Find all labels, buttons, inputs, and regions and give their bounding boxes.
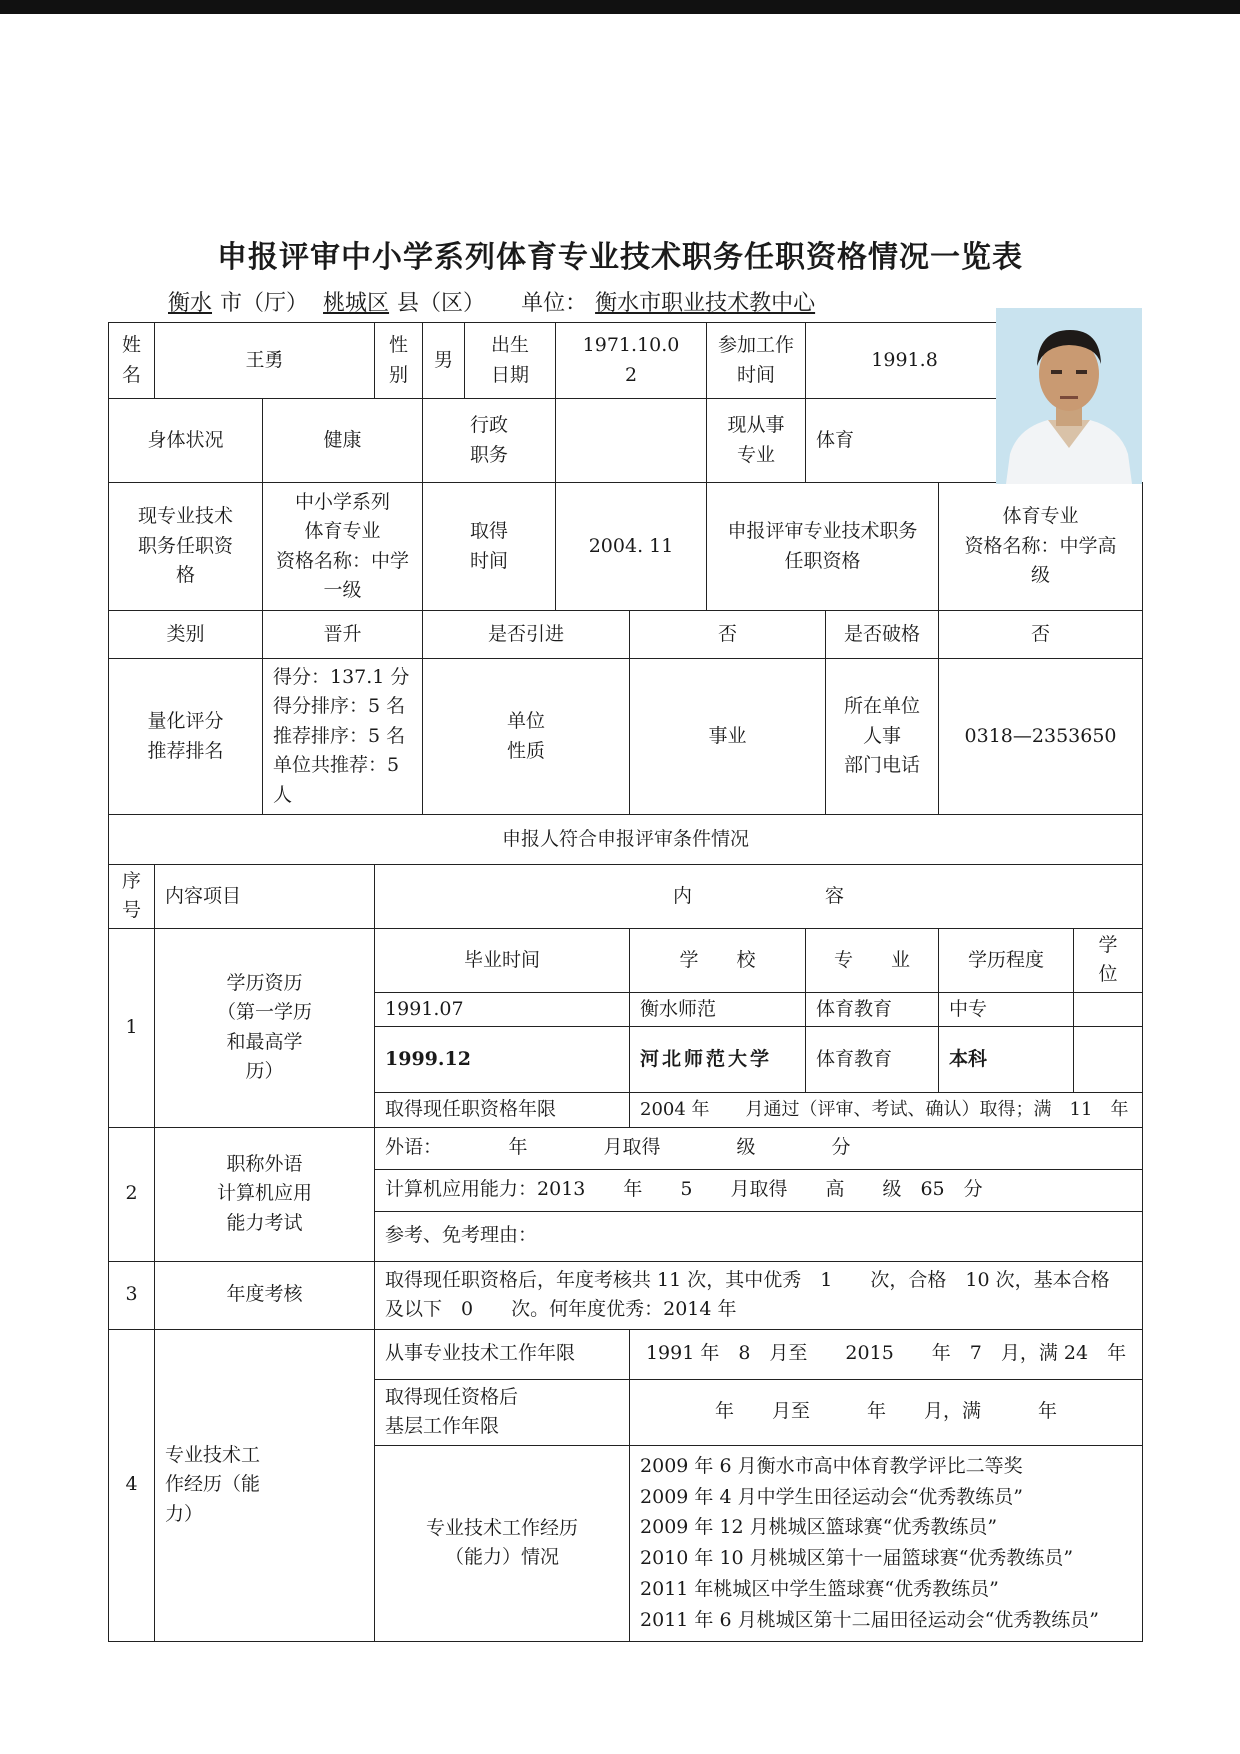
health-label: 身体状况	[109, 399, 263, 483]
obtain-label: 取得 时间	[423, 483, 556, 611]
honor-item: 2011 年 6 月桃城区第十二届田径运动会“优秀教练员”	[640, 1608, 1100, 1631]
header-city: 衡水	[168, 291, 213, 316]
tenure-label: 取得现任职资格年限	[375, 1093, 630, 1127]
score-label: 量化评分 推荐排名	[109, 659, 263, 815]
header-district: 桃城区	[323, 291, 390, 316]
qualification-form	[108, 322, 1156, 1642]
introduced-label: 是否引进	[423, 611, 630, 659]
name-label: 姓 名	[109, 323, 155, 399]
header-line	[160, 286, 823, 317]
exams-seq: 2	[109, 1127, 155, 1261]
exception-value: 否	[939, 611, 1143, 659]
unit-nature-label: 单位 性质	[423, 659, 630, 815]
score-value: 得分：137.1 分 得分排序：5 名 推荐排序：5 名 单位共推荐：5 人	[263, 659, 423, 815]
honor-item: 2011 年桃城区中学生篮球赛“优秀教练员”	[640, 1577, 999, 1600]
unit-nature-value: 事业	[630, 659, 826, 815]
current-major-value: 体育	[806, 399, 1004, 483]
honor-item: 2009 年 12 月桃城区篮球赛“优秀教练员”	[640, 1516, 998, 1539]
foreign-language-exam: 外语： 年 月取得 级 分	[375, 1127, 1143, 1169]
grassroots-years-label: 取得现任资格后 基层工作年限	[375, 1379, 630, 1445]
admin-label: 行政 职务	[423, 399, 556, 483]
category-value: 晋升	[263, 611, 423, 659]
admin-value	[556, 399, 707, 483]
header-unit-label: 单位：	[521, 291, 588, 316]
honor-item: 2009 年 4 月中学生田径运动会“优秀教练员”	[640, 1485, 1024, 1508]
education-seq: 1	[109, 928, 155, 1127]
annual-review: 取得现任职资格后，年度考核共 11 次，其中优秀 1 次，合格 10 次，基本合格 及以下 0 次。何年度优秀：2014 年	[375, 1261, 1143, 1329]
grassroots-years-value: 年 月至 年 月，满 年	[630, 1379, 1143, 1445]
header-unit: 衡水市职业技术教中心	[595, 291, 816, 316]
work-years-label: 从事专业技术工作年限	[375, 1329, 630, 1379]
applicant-photo-portrait	[996, 308, 1142, 484]
apply-label: 申报评审专业技术职务 任职资格	[707, 483, 939, 611]
obtain-date: 2004. 11	[556, 483, 707, 611]
apply-value: 体育专业 资格名称：中学高 级	[939, 483, 1143, 611]
edu-row-1-school: 衡水师范	[630, 992, 806, 1026]
annual-label: 年度考核	[155, 1261, 375, 1329]
header-city-label: 市（厅）	[220, 291, 309, 316]
item-header: 内容项目	[155, 865, 375, 929]
exams-label: 职称外语 计算机应用 能力考试	[155, 1127, 375, 1261]
conditions-section-title: 申报人符合申报评审条件情况	[109, 815, 1143, 865]
level-header: 学历程度	[939, 928, 1074, 992]
edu-row-2-school: 河北师范大学	[630, 1027, 806, 1093]
work-start-value: 1991.8	[806, 323, 1004, 399]
edu-row-1-degree	[1074, 992, 1143, 1026]
hr-phone-value: 0318—2353650	[939, 659, 1143, 815]
work-years-value: 1991 年 8 月至 2015 年 7 月，满 24 年	[630, 1329, 1143, 1379]
introduced-value: 否	[630, 611, 826, 659]
honors-list	[630, 1445, 1143, 1641]
health-value: 健康	[263, 399, 423, 483]
name-value: 王勇	[155, 323, 375, 399]
current-major-label: 现从事 专业	[707, 399, 806, 483]
degree-header: 学 位	[1074, 928, 1143, 992]
document-title: 申报评审中小学系列体育专业技术职务任职资格情况一览表	[217, 240, 1023, 275]
seq-header: 序 号	[109, 865, 155, 929]
school-header: 学 校	[630, 928, 806, 992]
edu-row-2-level: 本科	[939, 1027, 1074, 1093]
edu-row-1-level: 中专	[939, 992, 1074, 1026]
hr-phone-label: 所在单位 人事 部门电话	[826, 659, 939, 815]
gender-label: 性 别	[375, 323, 423, 399]
header-district-label: 县（区）	[397, 291, 486, 316]
edu-row-2-time: 1999.12	[375, 1027, 630, 1093]
edu-row-1-major: 体育教育	[806, 992, 939, 1026]
content-header: 内 容	[375, 865, 1143, 929]
gender-value: 男	[423, 323, 465, 399]
birth-label: 出生 日期	[465, 323, 556, 399]
exam-exempt-reason: 参考、免考理由：	[375, 1211, 1143, 1261]
category-label: 类别	[109, 611, 263, 659]
birth-value: 1971.10.0 2	[556, 323, 707, 399]
qualification-label: 现专业技术 职务任职资 格	[109, 483, 263, 611]
education-label: 学历资历 （第一学历 和最高学 历）	[155, 928, 375, 1127]
grad-time-header: 毕业时间	[375, 928, 630, 992]
honor-item: 2010 年 10 月桃城区第十一届篮球赛“优秀教练员”	[640, 1547, 1074, 1570]
edu-row-2-degree	[1074, 1027, 1143, 1093]
major-header: 专 业	[806, 928, 939, 992]
experience-detail-label: 专业技术工作经历 （能力）情况	[375, 1445, 630, 1641]
applicant-photo	[996, 308, 1142, 484]
experience-seq: 4	[109, 1329, 155, 1641]
annual-seq: 3	[109, 1261, 155, 1329]
edu-row-2-major: 体育教育	[806, 1027, 939, 1093]
tenure-value: 2004 年 月通过（评审、考试、确认）取得；满 11 年	[630, 1093, 1143, 1127]
experience-label: 专业技术工 作经历（能 力）	[155, 1329, 375, 1641]
edu-row-1-time: 1991.07	[375, 992, 630, 1026]
work-start-label: 参加工作 时间	[707, 323, 806, 399]
honor-item: 2009 年 6 月衡水市高中体育教学评比二等奖	[640, 1454, 1023, 1477]
exception-label: 是否破格	[826, 611, 939, 659]
computer-exam: 计算机应用能力：2013 年 5 月取得 高 级 65 分	[375, 1169, 1143, 1211]
qualification-value: 中小学系列 体育专业 资格名称：中学 一级	[263, 483, 423, 611]
scan-top-border	[0, 0, 1240, 14]
